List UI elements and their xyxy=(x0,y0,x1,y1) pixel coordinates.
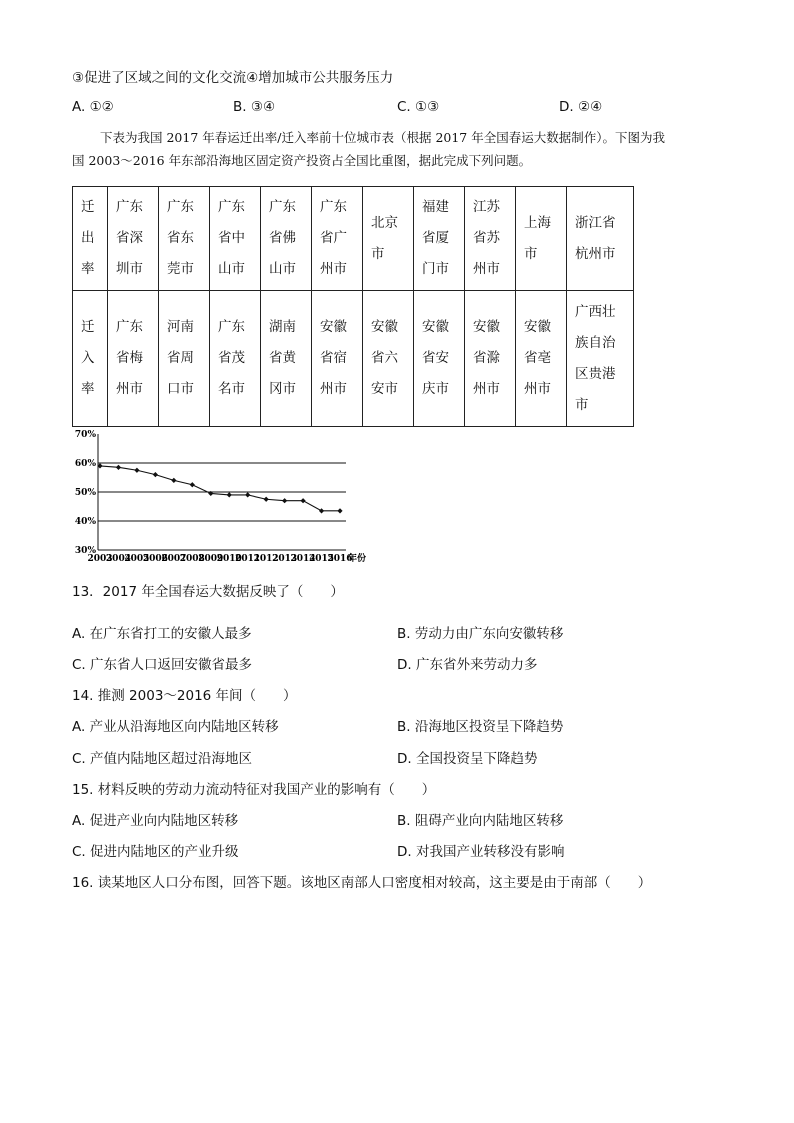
table-cell: 北京 市 xyxy=(363,187,414,291)
data-point xyxy=(134,468,139,473)
question-16-stem: 16. 读某地区人口分布图，回答下题。该地区南部人口密度相对较高，这主要是由于南部（ ） xyxy=(72,875,652,891)
x-tick-label: 2008 xyxy=(179,554,205,564)
data-point xyxy=(300,498,305,503)
q14-option-d: D. 全国投资呈下降趋势 xyxy=(397,751,538,767)
table-cell: 广东 省梅 州市 xyxy=(108,291,159,427)
q15-option-d: D. 对我国产业转移没有影响 xyxy=(397,844,565,860)
y-tick-label: 60% xyxy=(74,459,96,469)
table-cell: 河南 省周 口市 xyxy=(159,291,210,427)
data-point xyxy=(153,472,158,477)
table-cell: 湖南 省黄 冈市 xyxy=(261,291,312,427)
table-cell: 浙江省 杭州市 xyxy=(567,187,634,291)
intro-line-2: 国 2003～2016 年东部沿海地区固定资产投资占全国比重图，据此完成下列问题。 xyxy=(72,153,532,168)
y-tick-label: 30% xyxy=(74,546,96,556)
header-char: 入 xyxy=(81,350,95,366)
question-14-stem: 14. 推测 2003～2016 年间（ ） xyxy=(72,688,297,704)
data-point xyxy=(319,508,324,513)
data-point xyxy=(264,497,269,502)
header-char: 率 xyxy=(81,381,95,397)
x-tick-label: 2006 xyxy=(142,554,168,564)
x-tick-label: 2005 xyxy=(124,554,150,564)
data-point xyxy=(282,498,287,503)
table-cell: 广东 省中 山市 xyxy=(210,187,261,291)
data-point xyxy=(190,482,195,487)
data-point xyxy=(116,465,121,470)
table-row-header xyxy=(73,187,108,291)
q15-option-b: B. 阻碍产业向内陆地区转移 xyxy=(397,813,564,829)
q14-option-c: C. 产值内陆地区超过沿海地区 xyxy=(72,751,253,767)
y-tick-label: 50% xyxy=(74,488,96,498)
q13-option-b: B. 劳动力由广东向安徽转移 xyxy=(397,626,564,642)
x-tick-label: 2011 xyxy=(235,554,261,564)
data-point xyxy=(245,492,250,497)
y-tick-label: 40% xyxy=(74,517,96,527)
q15-option-a: A. 促进产业向内陆地区转移 xyxy=(72,813,239,829)
table-cell: 安徽 省亳 州市 xyxy=(516,291,567,427)
header-char: 率 xyxy=(81,261,95,277)
q14-option-b: B. 沿海地区投资呈下降趋势 xyxy=(397,719,564,735)
x-tick-label: 2014 xyxy=(290,554,316,564)
table-row-outflow xyxy=(73,187,634,291)
header-char: 迁 xyxy=(81,199,95,215)
table-cell: 安徽 省安 庆市 xyxy=(414,291,465,427)
data-point xyxy=(227,492,232,497)
x-tick-label: 2003 xyxy=(87,554,113,564)
table-cell: 江苏 省苏 州市 xyxy=(465,187,516,291)
intro-line-1: 下表为我国 2017 年春运迁出率/迁入率前十位城市表（根据 2017 年全国春运大数据制作）。下图为我 xyxy=(100,130,665,145)
table-cell: 广东 省茂 名市 xyxy=(210,291,261,427)
table-cell: 上海 市 xyxy=(516,187,567,291)
table-cell: 安徽 省六 安市 xyxy=(363,291,414,427)
x-tick-label: 2016 xyxy=(327,554,353,564)
prev-option-a: A. ①② xyxy=(72,99,114,115)
q13-option-a: A. 在广东省打工的安徽人最多 xyxy=(72,626,252,642)
table-cell: 广西壮 族自治 区贵港 市 xyxy=(567,291,634,427)
table-cell: 广东 省东 莞市 xyxy=(159,187,210,291)
table-cell: 广东 省广 州市 xyxy=(312,187,363,291)
x-tick-label: 2009 xyxy=(198,554,224,564)
table-cell: 广东 省佛 山市 xyxy=(261,187,312,291)
investment-share-line-chart xyxy=(72,430,382,565)
question-15-stem: 15. 材料反映的劳动力流动特征对我国产业的影响有（ ） xyxy=(72,782,436,798)
data-point xyxy=(171,478,176,483)
city-migration-table xyxy=(72,186,634,427)
prev-option-d: D. ②④ xyxy=(559,99,603,115)
table-row-inflow xyxy=(73,291,634,427)
x-tick-label: 2007 xyxy=(161,554,187,564)
prev-question-items: ③促进了区域之间的文化交流④增加城市公共服务压力 xyxy=(72,70,394,86)
data-point xyxy=(337,508,342,513)
header-char: 迁 xyxy=(81,319,95,335)
table-cell: 安徽 省滁 州市 xyxy=(465,291,516,427)
q13-option-d: D. 广东省外来劳动力多 xyxy=(397,657,538,673)
prev-option-b: B. ③④ xyxy=(233,99,276,115)
x-tick-label: 2012 xyxy=(253,554,279,564)
x-tick-label: 2010 xyxy=(216,554,242,564)
material-intro xyxy=(72,126,732,172)
question-13-stem: 13．2017 年全国春运大数据反映了（ ） xyxy=(72,584,344,600)
x-tick-label: 2015 xyxy=(309,554,335,564)
q15-option-c: C. 促进内陆地区的产业升级 xyxy=(72,844,239,860)
header-char: 出 xyxy=(81,230,95,246)
table-cell: 广东 省深 圳市 xyxy=(108,187,159,291)
prev-option-c: C. ①③ xyxy=(397,99,440,115)
x-tick-label: 2004 xyxy=(105,554,131,564)
q14-option-a: A. 产业从沿海地区向内陆地区转移 xyxy=(72,719,279,735)
x-tick-label: 2013 xyxy=(272,554,298,564)
table-cell: 安徽 省宿 州市 xyxy=(312,291,363,427)
series-line xyxy=(100,466,340,511)
q13-option-c: C. 广东省人口返回安徽省最多 xyxy=(72,657,253,673)
y-tick-label: 70% xyxy=(74,430,96,440)
table-row-header xyxy=(73,291,108,427)
table-cell: 福建 省厦 门市 xyxy=(414,187,465,291)
x-axis-title: 年份 xyxy=(348,554,367,564)
